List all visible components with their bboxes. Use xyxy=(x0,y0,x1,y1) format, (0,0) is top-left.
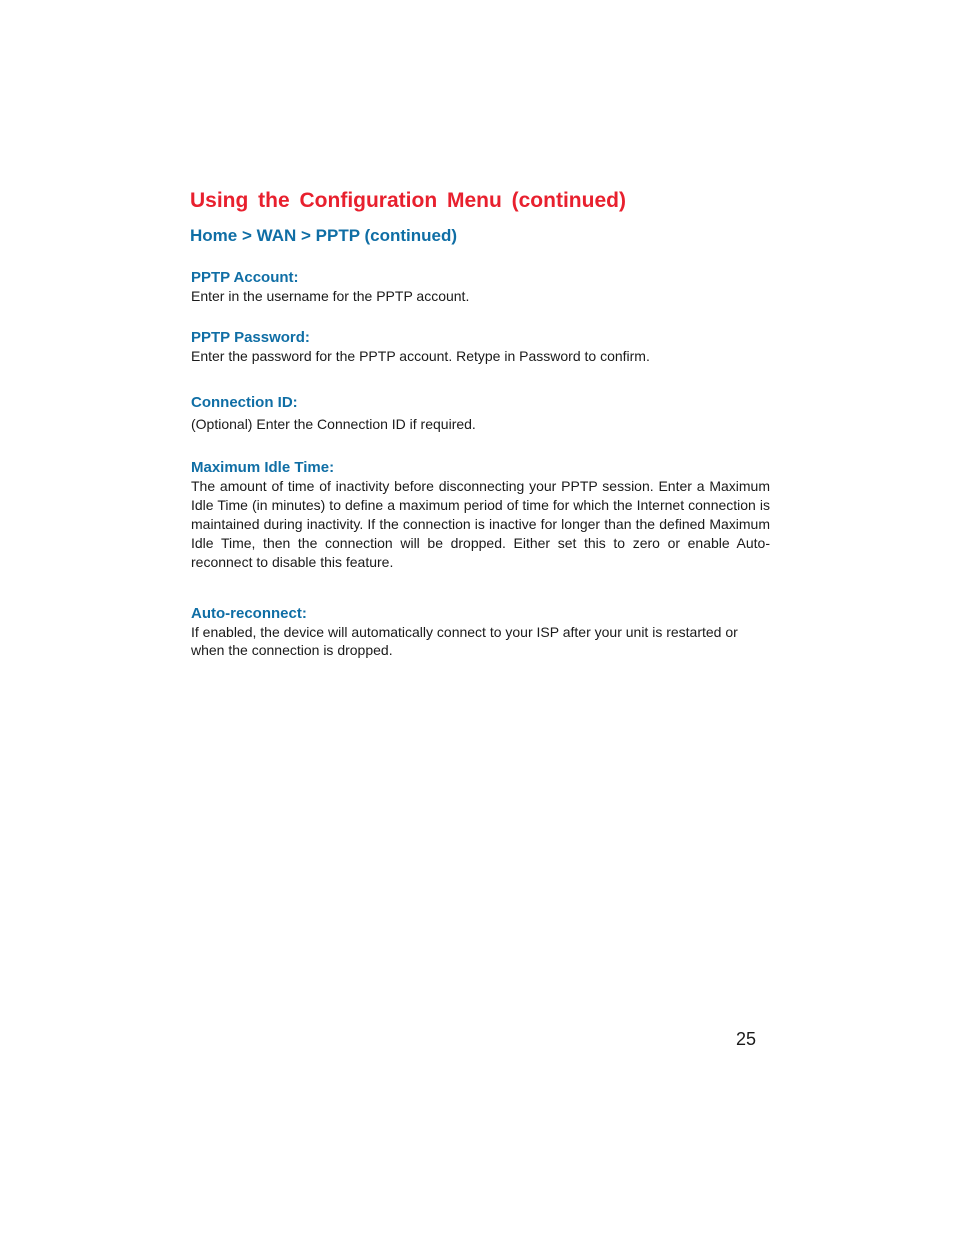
section-heading: Auto-reconnect: xyxy=(191,605,307,622)
section-heading: Maximum Idle Time: xyxy=(191,459,335,476)
section-connection-id xyxy=(191,393,770,434)
section-heading: Connection ID: xyxy=(191,394,298,411)
section-auto-reconnect xyxy=(191,604,770,659)
section-maximum-idle-time xyxy=(191,458,770,572)
section-pptp-password xyxy=(191,328,770,366)
section-body: Enter in the username for the PPTP account. xyxy=(191,288,470,304)
section-heading: PPTP Account: xyxy=(191,269,299,286)
breadcrumb: Home > WAN > PPTP (continued) xyxy=(190,226,457,245)
section-body: (Optional) Enter the Connection ID if required. xyxy=(191,416,476,432)
section-body: Enter the password for the PPTP account. Retype in Password to confirm. xyxy=(191,348,650,364)
section-body: The amount of time of inactivity before disconnecting your PPTP session. Enter a Maximum Idle Time (in minutes) to define a maximum period of time for which the Internet connection is maintained during inactivity. If the connection is inactive for longer than the defined Maximum Idle Time, then the connection will be dropped. Either set this to zero or enable Auto-reconnect to disable this feature. xyxy=(191,478,770,570)
page-number: 25 xyxy=(736,1029,757,1049)
section-body: If enabled, the device will automatically connect to your ISP after your unit is restarted or when the connection is dropped. xyxy=(191,624,738,658)
section-heading: PPTP Password: xyxy=(191,329,310,346)
section-pptp-account xyxy=(191,268,770,306)
page-title: Using the Configuration Menu (continued) xyxy=(190,189,626,212)
